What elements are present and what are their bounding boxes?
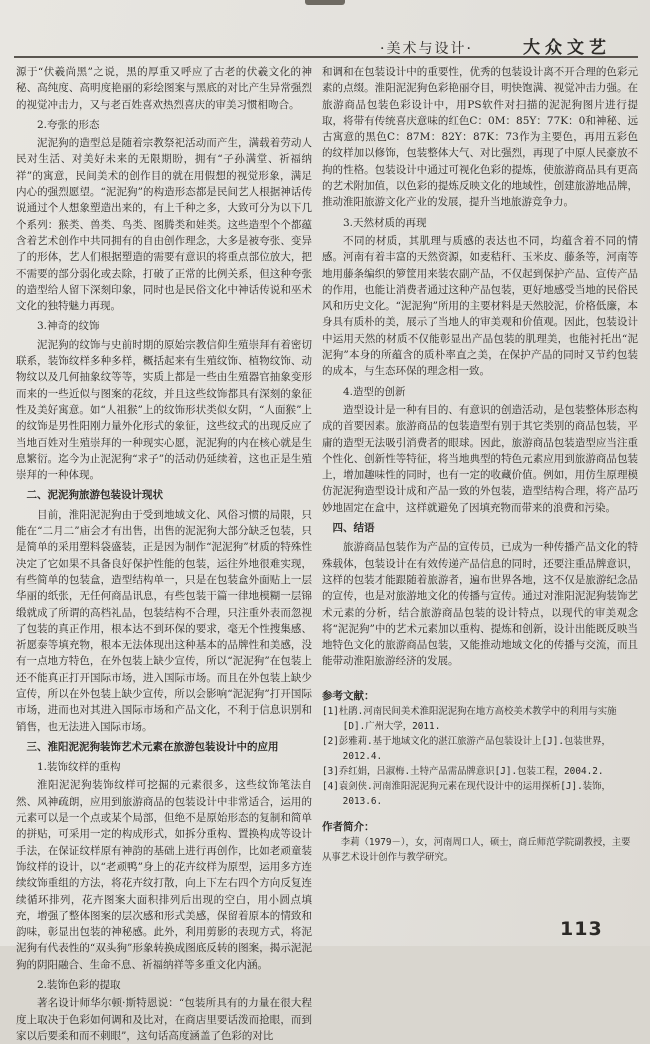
section-heading: 三、淮阳泥泥狗装饰艺术元素在旅游包装设计中的应用 — [26, 740, 279, 753]
subheading: 4.造型的创新 — [343, 385, 406, 398]
left-column — [16, 64, 312, 1044]
paragraph: 泥泥狗的纹饰与史前时期的原始宗教信仰生殖崇拜有着密切联系，装饰纹样多种多样，概括起来有生殖纹饰、植物纹饰、动物纹以及几何抽象纹等等，实质上都是一些由生殖器官抽象变形而来的一些近似与图案的花纹，并且这些纹饰都具有深刻的象征性及美好寓意。如“人祖猴”上的纹饰形状类似女阴，“人面猴”上的纹饰是男性阳刚力量外化形式的象征，这些纹式的出现反应了当地百姓对生殖崇拜的一种现实心愿，泥泥狗的内在核心就是生息繁衍。迄今为止泥泥狗“求子”的活动仍延续着，这也正是生殖崇拜的一种体现。 — [16, 338, 312, 482]
references-title: 参考文献： — [322, 689, 375, 702]
journal-name: 大众文艺 — [523, 38, 611, 58]
author-bio-title: 作者简介： — [322, 820, 375, 833]
section-label: ·美术与设计· — [380, 41, 473, 57]
binding-mark — [305, 0, 345, 5]
subheading: 1.装饰纹样的重构 — [37, 761, 121, 774]
paragraph: 淮阳泥泥狗装饰纹样可挖掘的元素很多，这些纹饰笔法自然、风神疏朗，应用到旅游商品的包装设计中非常适合，运用的元素可以是一个点或某个局部，但绝不是原始形态的复制和简单的拼贴，可采用一定的构成形式，如拆分重构、置换构成等设计手法，在保证纹样原有神韵的基础上进行再创作，比如老顽童装饰纹样的设计，以“老顽鸭”身上的花卉纹样为原型，运用多方连续纹饰重组的方法，将花卉纹打散，向上下左右四个方向反复连续循环排列，花卉图案大面积排列后出现的空白，用小圆点填充，增强了整体图案的层次感和形式美感，保留着原本的情致和韵味，彰显出包装的神秘感。此外，利用剪影的表现方式，将泥泥狗有代表性的“双头狗”形象转换成图底反转的图案，揭示泥泥狗的阴阳融合、生命不息、祈福纳祥等多重文化内涵。 — [16, 779, 312, 971]
right-column — [322, 64, 638, 865]
section-heading: 二、泥泥狗旅游包装设计现状 — [26, 489, 163, 502]
reference-item: [3]乔红娟，吕淑梅.土特产品需品牌意识[J].包装工程，2004.2. — [322, 765, 604, 777]
reference-item: [2]彭雅莉.基于地域文化的湛江旅游产品包装设计上[J].包装世界，2012.4. — [322, 735, 611, 762]
paragraph: 泥泥狗的造型总是随着宗教祭祀活动而产生，满载着劳动人民对生活、对美好未来的无限期盼，拥有“子孙满堂、祈福纳祥”的寓意，民间美术的创作目的就在用假想的视觉形象，满足内心的强烈愿望。“泥泥狗”的构造形态都是民间艺人根据神话传说通过个人想象塑造出来的，有上千种之多，大致可分为以下几个系列：猴类、兽类、鸟类、图腾类和娃类。这些造型个个都蕴含着艺术创作中共同拥有的自由创作理念，大多是被夸张、变异了的形体，艺人们根据塑造的需要有意识的将重点部位放大，把不需要的部分弱化或去除，打破了正常的比例关系，但这种夸张的造型给人留下深刻印象，同时也是民俗文化中神话传说和巫术文化的独特魅力再现。 — [16, 137, 312, 313]
subheading: 2.夸张的形态 — [37, 118, 100, 131]
paragraph: 源于“伏羲尚黑”之说，黑的厚重又呼应了古老的伏羲文化的神秘、高纯度、高明度艳丽的彩绘图案与黑底的对比产生异常强烈的视觉冲击力，又与老百姓喜欢热烈喜庆的审美习惯相吻合。 — [16, 66, 312, 111]
header-rule — [14, 56, 638, 58]
reference-item: [4]袁剑侠.河南淮阳泥泥狗元素在现代设计中的运用探析[J].装饰，2013.6. — [322, 780, 611, 807]
paragraph: 造型设计是一种有目的、有意识的创造活动，是包装整体形态构成的首要因素。旅游商品的包装造型有别于其它类别的商品包装，平庸的造型无法吸引消费者的眼球。因此，旅游商品包装造型应当注重个性化、创新性等特征，将当地典型的特色元素应用到旅游商品包装上，增加趣味性的同时，也有一定的收藏价值。例如，用仿生原理模仿泥泥狗造型设计成和产品一致的外包装，造型结构合理，将产品巧妙地固定在盒中，这样就避免了因填充物而带来的浪费和污染。 — [322, 403, 638, 514]
page-number: 113 — [560, 918, 603, 940]
reference-item: [1]杜鹃.河南民间美术淮阳泥泥狗在地方高校美术教学中的利用与实施[D].广州大学，2011. — [322, 705, 617, 732]
paragraph: 旅游商品包装作为产品的宣传员，已成为一种传播产品文化的特殊载体，包装设计在有效传递产品信息的同时，还要注重品牌意识，这样的包装才能跟随着旅游者，遍布世界各地，这不仅是旅游纪念品的宣传，也是对旅游地文化的传播与宣传。通过对淮阳泥泥狗装饰艺术元素的分析，结合旅游商品包装的设计特点，以现代的审美观念将“泥泥狗”中的艺术元素加以重构、提炼和创新，设计出能既反映当地特色文化的旅游商品包装，又能推动地域文化的传播与交流，而且能带动淮阳旅游经济的发展。 — [322, 541, 638, 668]
section-heading: 四、结语 — [332, 522, 375, 535]
paragraph: 不同的材质，其肌理与质感的表达也不同，均蕴含着不同的情感。河南有着丰富的天然资源，如麦秸秆、玉米皮、藤条等，河南等地用藤条编织的箩筐用来装农副产品，不仅起到保护产品、宣传产品的作用，也能让消费者通过这种产品包装，更好地感受当地的民俗民风和历史文化。“泥泥狗”所用的主要材料是天然胶泥，价格低廉，本身具有质朴的美，展示了当地人的审美观和价值观。因此，包装设计中运用天然的材质不仅能彰显出产品包装的肌理美，也能衬托出“泥泥狗”本身的所蕴含的质朴率直之美，在保护产品的同时又节约包装的成本，与生态环保的理念相一致。 — [322, 234, 638, 378]
paragraph: 著名设计师华尔顿·斯特恩说：“包装所具有的力量在很大程度上取决于色彩如何调和及比对，在商店里要话泼而抢眼，而到家以后要柔和而不刺眼”，这句话高度涵盖了色彩的对比 — [16, 997, 312, 1042]
subheading: 2.装饰色彩的提取 — [37, 979, 121, 992]
author-bio: 李莉（1979－），女，河南周口人，硕士，商丘师范学院副教授，主要从事艺术设计创作与教学研究。 — [322, 837, 631, 864]
paragraph: 和调和在包装设计中的重要性，优秀的包装设计离不开合理的色彩元素的点缀。淮阳泥泥狗色彩艳丽夺目，明快饱满、视觉冲击力强。在旅游商品包装色彩设计中，用PS软件对扫描的泥泥狗图片进行提取，将带有传统喜庆意味的红色C：0M：85Y：77K：0和神秘、远古寓意的黑色C：87M：82Y：87K：73作为主要色，再用五彩色的纹样加以修饰，包装整体大气、对比强烈，再现了中原人民豪放不拘的性格。包装设计中通过可视化色彩的提炼，使旅游商品具有更高的艺术附加值，以色彩的提炼反映文化的地域性，创建旅游地品牌，推动淮阳旅游文化产业的发展，提升当地旅游竞争力。 — [322, 66, 638, 209]
subheading: 3.神奇的纹饰 — [37, 320, 100, 333]
paragraph: 目前，淮阳泥泥狗由于受到地域文化、风俗习惯的局限，只能在“二月二”庙会才有出售，出售的泥泥狗大部分缺乏包装，只是简单的采用塑料袋盛装，正是因为制作“泥泥狗”材质的特殊性决定了它如果不具备良好保护性能的包装，运往外地很难实现，有些简单的包装盒，造型结构单一，只是在包装盒外面贴上一层华丽的纸张，无任何商品讯息，有些包装干篇一律地模糊一层锦缎就成了所谓的高档礼品，包装结构不合理，只注重外表而忽视了包装的真正作用，根本达不到环保的要求，毫无个性搜集感、祈愿泰等填充物，根本无法体现出这种基本的品牌性和美感，没有一点地方特色，在外包装上缺少宣传，所以“泥泥狗”在包装上还不能真正打开国际市场，进入国际市场。而且在外包装上缺少宣传，所以在外包装上缺少宣传，所以会影响“泥泥狗”打开国际市场，进而也对其进入国际市场和产品文化，不利于信息识别和销售，也无法进入国际市场。 — [16, 508, 312, 733]
subheading: 3.天然材质的再现 — [343, 216, 427, 229]
